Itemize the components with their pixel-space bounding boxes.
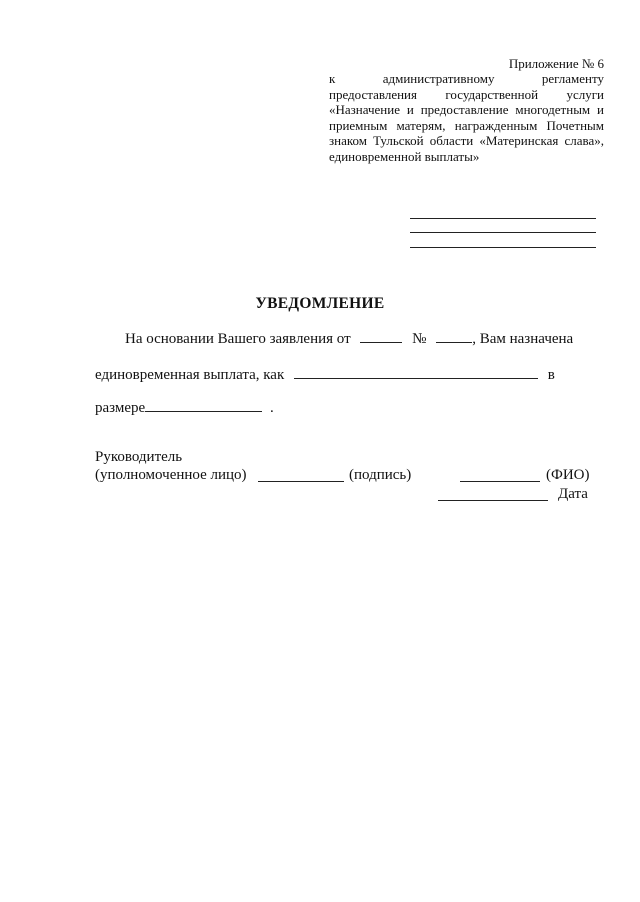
notice-line-2-text-b: в — [547, 367, 555, 383]
notice-line-3 — [95, 399, 274, 417]
notice-line-2-text-a: единовременная выплата, как — [95, 367, 285, 383]
number-sign: № — [412, 331, 427, 347]
application-date-blank[interactable] — [360, 330, 402, 343]
notice-line-1-text-a: На основании Вашего заявления от — [125, 331, 351, 347]
addressee-line-2[interactable] — [410, 232, 596, 233]
signature-blank[interactable] — [258, 481, 344, 482]
notice-line-3-text-a: размере — [95, 400, 146, 416]
date-label: Дата — [558, 486, 588, 502]
name-blank[interactable] — [460, 481, 540, 482]
notice-line-1 — [125, 330, 573, 348]
signature-label: (подпись) — [349, 467, 412, 483]
addressee-line-3[interactable] — [410, 247, 596, 248]
document-heading: УВЕДОМЛЕНИЕ — [255, 295, 385, 312]
appendix-title: Приложение № 6 — [508, 56, 604, 71]
notice-line-1-text-c: , Вам назначена — [472, 331, 574, 347]
date-blank[interactable] — [438, 500, 548, 501]
signatory-role-line-2: (уполномоченное лицо) — [95, 467, 247, 483]
addressee-line-1[interactable] — [410, 218, 596, 219]
notice-line-3-text-b: . — [269, 400, 274, 416]
payment-basis-blank[interactable] — [294, 366, 538, 379]
payment-amount-blank[interactable] — [145, 399, 262, 412]
signatory-role-line-1: Руководитель — [95, 449, 183, 465]
appendix-description: к административному регламенту предоставления государственной услуги «Назначение и предоставление многодетным и приемным матерям, награжденным Почетным знаком Тульской области «Материнская слава», единовременной выплаты» — [329, 71, 604, 164]
name-label: (ФИО) — [546, 467, 590, 483]
application-number-blank[interactable] — [436, 330, 472, 343]
notice-line-2 — [95, 366, 555, 384]
